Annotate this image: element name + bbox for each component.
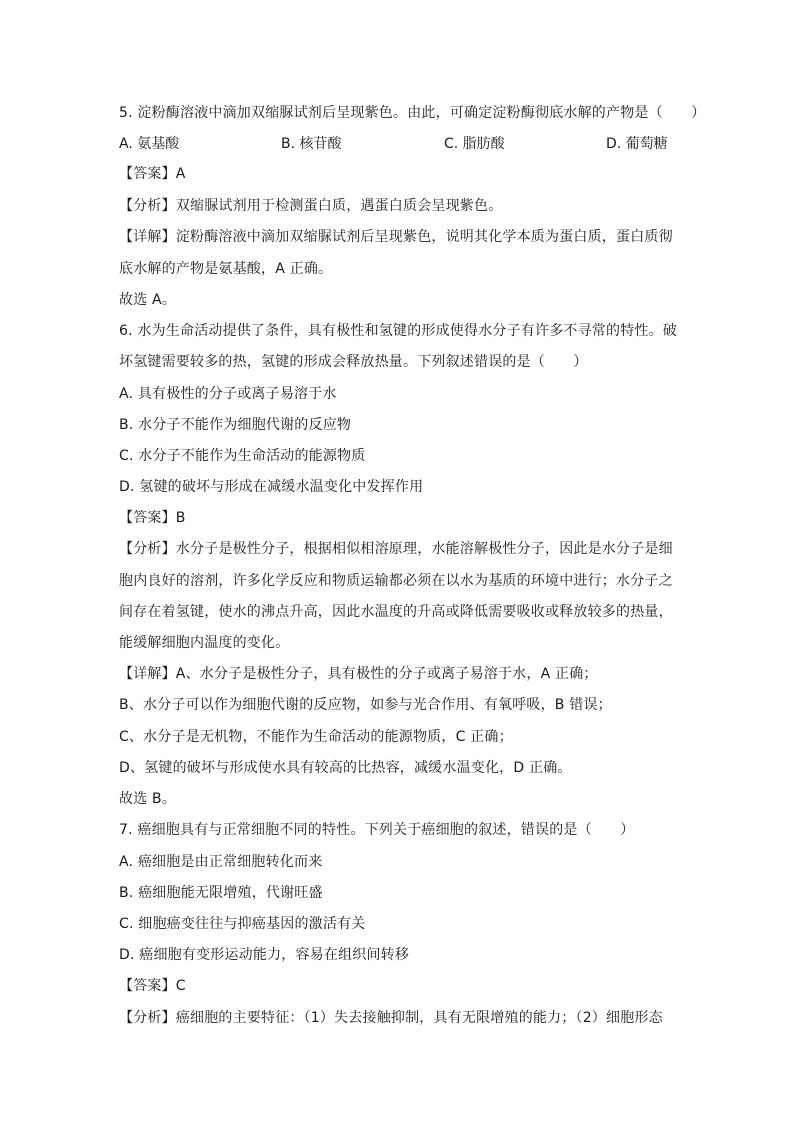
- q6-option-d: D. 氢键的破坏与形成在减缓水温变化中发挥作用: [119, 479, 424, 495]
- q5-answer: 【答案】A: [119, 166, 186, 182]
- q5-option-c: C. 脂肪酸: [444, 136, 505, 152]
- q6-option-b: B. 水分子不能作为细胞代谢的反应物: [119, 417, 352, 433]
- q6-analysis-line-4: 能缓解细胞内温度的变化。: [119, 635, 290, 651]
- q6-detail-line-4: D、氢键的破坏与形成使水具有较高的比热容，减缓水温变化，D 正确。: [119, 760, 572, 776]
- q5-stem: 5. 淀粉酶溶液中滴加双缩脲试剂后呈现紫色。由此，可确定淀粉酶彻底水解的产物是（ ）: [119, 105, 706, 121]
- q5-options: [119, 134, 679, 154]
- q6-detail-line-2: B、水分子可以作为细胞代谢的反应物，如参与光合作用、有氧呼吸，B 错误；: [119, 697, 612, 713]
- q7-answer: 【答案】C: [119, 978, 186, 994]
- q5-choice: 故选 A。: [119, 292, 177, 308]
- q6-option-a: A. 具有极性的分子或离子易溶于水: [119, 386, 337, 402]
- q7-stem: 7. 癌细胞具有与正常细胞不同的特性。下列关于癌细胞的叙述，错误的是（ ）: [119, 822, 635, 838]
- q6-analysis-line-2: 胞内良好的溶剂，许多化学反应和物质运输都必须在以水为基质的环境中进行；水分子之: [119, 573, 673, 589]
- q5-detail-line-2: 底水解的产物是氨基酸，A 正确。: [119, 261, 333, 277]
- q6-detail-line-3: C、水分子是无机物，不能作为生命活动的能源物质，C 正确；: [119, 729, 513, 745]
- q7-option-a: A. 癌细胞是由正常细胞转化而来: [119, 854, 323, 870]
- q6-answer: 【答案】B: [119, 510, 186, 526]
- q6-stem-line-1: 6. 水为生命活动提供了条件，具有极性和氢键的形成使得水分子有许多不寻常的特性。破: [119, 323, 678, 339]
- q6-stem-line-2: 坏氢键需要较多的热，氢键的形成会释放热量。下列叙述错误的是（ ）: [119, 354, 588, 370]
- q7-option-c: C. 细胞癌变往往与抑癌基因的激活有关: [119, 916, 366, 932]
- q7-analysis: 【分析】癌细胞的主要特征：（1）失去接触抑制，具有无限增殖的能力；（2）细胞形态: [119, 1010, 663, 1026]
- q5-detail-line-1: 【详解】淀粉酶溶液中滴加双缩脲试剂后呈现紫色，说明其化学本质为蛋白质，蛋白质彻: [119, 229, 673, 245]
- q6-detail-line-1: 【详解】A、水分子是极性分子，具有极性的分子或离子易溶于水，A 正确；: [119, 666, 598, 682]
- q5-analysis: 【分析】双缩脲试剂用于检测蛋白质，遇蛋白质会呈现紫色。: [119, 198, 503, 214]
- q5-option-a: A. 氨基酸: [119, 136, 180, 152]
- q5-option-b: B. 核苷酸: [281, 136, 342, 152]
- q6-option-c: C. 水分子不能作为生命活动的能源物质: [119, 448, 366, 464]
- q5-option-d: D. 葡萄糖: [606, 136, 668, 152]
- q7-option-b: B. 癌细胞能无限增殖，代谢旺盛: [119, 885, 323, 901]
- q7-option-d: D. 癌细胞有变形运动能力，容易在组织间转移: [119, 947, 410, 963]
- q6-analysis-line-1: 【分析】水分子是极性分子，根据相似相溶原理，水能溶解极性分子，因此是水分子是细: [119, 541, 673, 557]
- q6-analysis-line-3: 间存在着氢键，使水的沸点升高，因此水温度的升高或降低需要吸收或释放较多的热量，: [119, 604, 673, 620]
- q6-choice: 故选 B。: [119, 791, 177, 807]
